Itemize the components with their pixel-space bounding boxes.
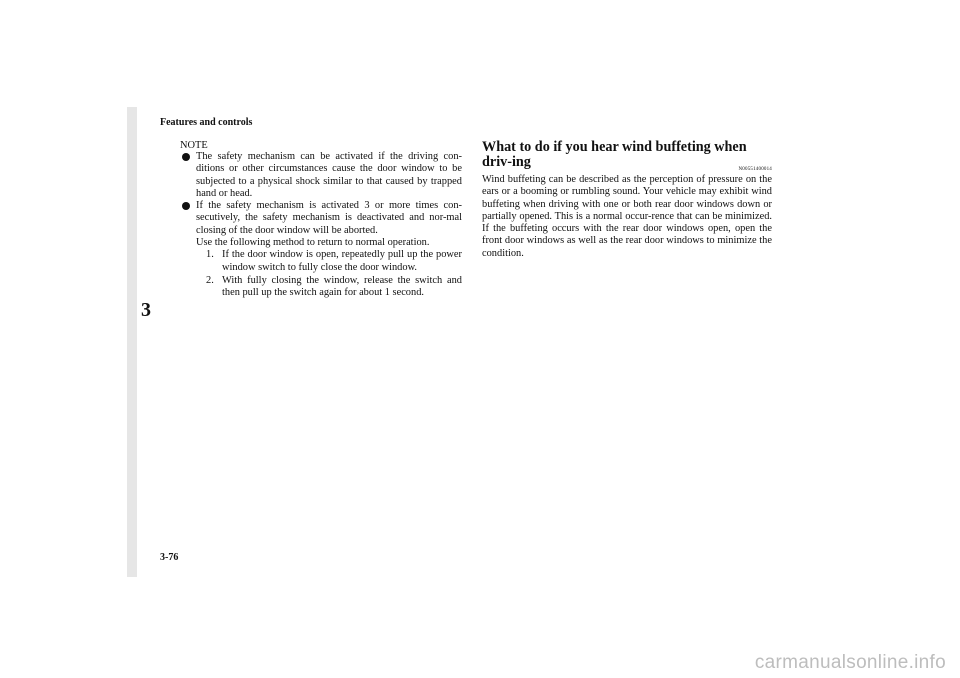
note-bullet: [182, 200, 462, 237]
step-text: If the door window is open, repeatedly pull up the power window switch to fully close the door window.: [222, 249, 462, 273]
bullet-dot-icon: [182, 202, 190, 210]
note-column: [182, 140, 462, 300]
note-bullet: [182, 151, 462, 200]
step-number: 2.: [206, 274, 214, 286]
document-code: N00551400014: [738, 167, 772, 172]
procedure-step: [182, 275, 462, 300]
chapter-number: 3: [141, 299, 151, 321]
step-number: 1.: [206, 249, 214, 261]
chapter-tab-band: [127, 107, 137, 577]
note-bullet-text: If the safety mechanism is activated 3 or more times con-secutively, the safety mechanism is deactivated and nor-mal closing of the door window will be aborted.: [196, 200, 462, 236]
section-heading: What to do if you hear wind buffeting when driv-ing: [482, 139, 747, 170]
note-bullet-text: The safety mechanism can be activated if the driving con-ditions or other circumstances cause the door window to be subjected to a physical shock similar to that caused by trapped hand or head.: [196, 151, 462, 199]
method-intro: Use the following method to return to normal operation.: [196, 237, 430, 249]
note-label: NOTE: [180, 140, 208, 151]
section-body: Wind buffeting can be described as the perception of pressure on the ears or a booming or rumbling sound. Your vehicle may exhibit wind buffeting when driving with one or both rear door windows down or partially opened. This is a normal occur-rence that can be minimized. If the buffeting occurs with the rear door windows open, open the front door windows as well as the rear door windows to minimize the condition.: [482, 174, 772, 259]
step-text: With fully closing the window, release the switch and then pull up the switch again for about 1 second.: [222, 274, 462, 299]
wind-buffeting-section: [482, 140, 772, 260]
note-list: [182, 140, 462, 300]
procedure-step: [182, 249, 462, 274]
watermark-text: carmanualsonline.info: [754, 652, 946, 673]
page-number: 3-76: [160, 552, 179, 563]
bullet-dot-icon: [182, 153, 190, 161]
section-header: Features and controls: [160, 117, 253, 128]
